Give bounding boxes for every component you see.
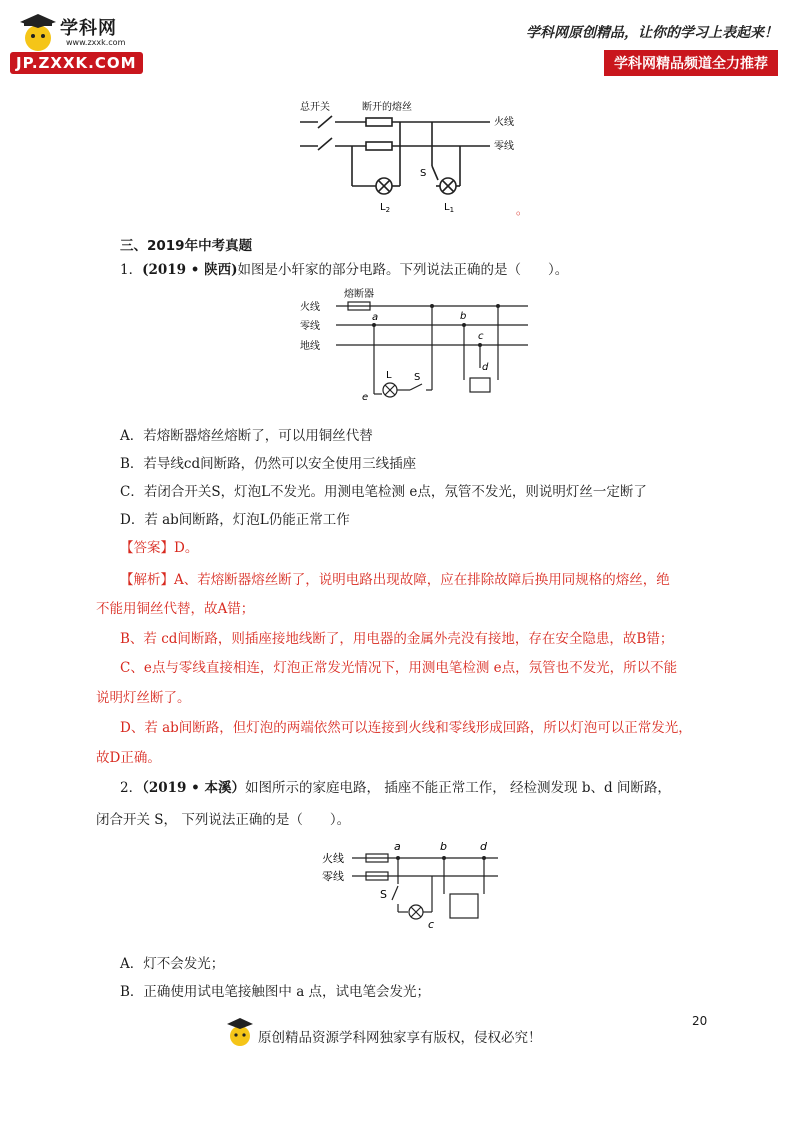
footer-mascot-icon — [226, 1016, 254, 1050]
q1-fig-live-label: 火线 — [300, 302, 320, 313]
q1-option-a: A．若熔断器熔丝熔断了，可以用铜丝代替 — [120, 428, 373, 444]
q2-fig-S: S — [380, 888, 387, 901]
q1-analysis-line: 【解析】A、若熔断器熔丝断了，说明电路出现故障，应在排除故障后换用同规格的熔丝，绝 — [120, 572, 670, 588]
q1-analysis-line: 不能用铜丝代替，故A错； — [96, 601, 255, 617]
q1-analysis-line: 故D正确。 — [96, 750, 161, 766]
q2-stem-line2: 闭合开关 S， 下列说法正确的是（ ）。 — [96, 812, 351, 828]
q1-fig-b: b — [460, 311, 467, 322]
mascot-icon — [18, 14, 58, 54]
q1-fig-L: L — [386, 370, 392, 381]
q1-analysis-line: D、若 ab间断路，但灯泡的两端依然可以连接到火线和零线形成回路，所以灯泡可以正常发光， — [120, 720, 692, 736]
fuse-circuit-figure — [290, 94, 540, 218]
q1-option-c: C．若闭合开关S，灯泡L不发光。用测电笔检测 e点，氖管不发光，则说明灯丝一定断了 — [120, 484, 647, 500]
section-title: 三、2019年中考真题 — [120, 238, 253, 254]
q1-analysis-line: 说明灯丝断了。 — [96, 690, 191, 706]
fig0-neutral-label: 零线 — [494, 141, 514, 152]
q1-circuit-figure — [298, 284, 530, 410]
q1-analysis-line: B、若 cd间断路，则插座接地线断了，用电器的金属外壳没有接地，存在安全隐患，故B错； — [120, 631, 674, 647]
q1-fig-e: e — [362, 392, 369, 403]
fig0-dot: 。 — [516, 203, 529, 217]
logo-url-badge[interactable]: JP.ZXXK.COM — [10, 52, 143, 74]
q1-stem: 1．(2019 • 陕西)如图是小轩家的部分电路。下列说法正确的是（ ）。 — [120, 262, 569, 278]
fig0-live-label: 火线 — [494, 117, 514, 128]
fig0-lamp1-label: $L_1$ — [444, 202, 455, 214]
q2-circuit-figure — [322, 838, 506, 930]
q1-fig-fuse-label: 熔断器 — [344, 289, 374, 300]
q1-fig-S: S — [414, 372, 421, 383]
q1-fig-c: c — [478, 331, 484, 342]
logo-subtext: www.zxxk.com — [66, 38, 126, 47]
page-number: 20 — [692, 1014, 708, 1028]
q1-option-b: B．若导线cd间断路，仍然可以安全使用三线插座 — [120, 456, 417, 472]
q1-option-d: D．若 ab间断路，灯泡L仍能正常工作 — [120, 512, 350, 528]
logo-text: 学科网 — [60, 18, 117, 39]
fig0-lamp2-label: $L_2$ — [380, 202, 391, 214]
q2-fig-b: b — [440, 840, 447, 853]
fig0-main-switch-label: 总开关 — [300, 102, 330, 113]
footer-copyright: 原创精品资源学科网独家享有版权，侵权必究！ — [258, 1030, 542, 1046]
q2-fig-neutral-label: 零线 — [322, 870, 344, 883]
q2-fig-a: a — [394, 840, 401, 853]
header-slogan: 学科网原创精品，让你的学习上表起来！ — [526, 25, 778, 41]
q2-fig-d: d — [480, 840, 487, 853]
q1-fig-a: a — [372, 312, 379, 323]
header-channel-badge[interactable]: 学科网精品频道全力推荐 — [604, 50, 778, 76]
q2-option-b: B．正确使用试电笔接触图中 a 点，试电笔会发光； — [120, 984, 431, 1000]
q1-fig-ground-label: 地线 — [300, 341, 320, 352]
q2-stem-line1: 2．（2019 • 本溪）如图所示的家庭电路， 插座不能正常工作， 经检测发现 b、d 间断路， — [120, 780, 671, 796]
fig0-broken-fuse-label: 断开的熔丝 — [362, 102, 412, 113]
q1-fig-neutral-label: 零线 — [300, 321, 320, 332]
q2-fig-c: c — [428, 918, 435, 930]
q2-option-a: A．灯不会发光； — [120, 956, 225, 972]
q2-fig-live-label: 火线 — [322, 852, 344, 865]
q1-analysis-line: C、e点与零线直接相连，灯泡正常发光情况下，用测电笔检测 e点，氖管也不发光，所以不能 — [120, 660, 678, 676]
q1-answer: 【答案】D。 — [120, 540, 199, 556]
q1-fig-d: d — [482, 362, 489, 373]
fig0-switch-label: S — [420, 168, 427, 179]
